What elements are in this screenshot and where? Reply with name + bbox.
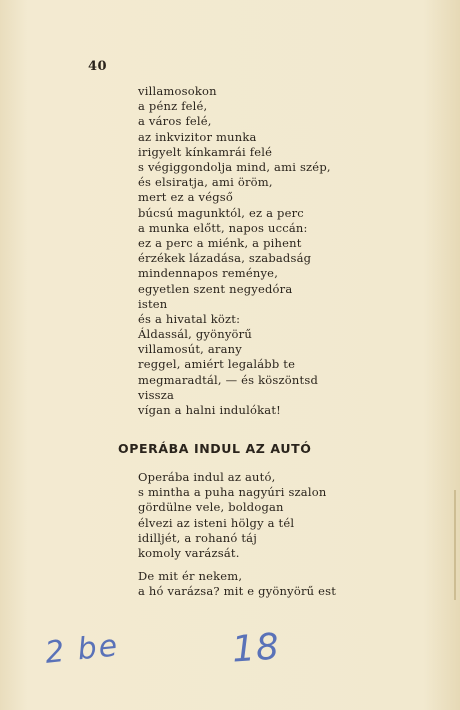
poem-line: egyetlen szent negyedóra	[138, 281, 293, 296]
poem-line: reggel, amiért legalább te	[138, 357, 296, 372]
poem-line: és elsiratja, ami öröm,	[138, 175, 273, 190]
handwritten-note-left: 2 be	[43, 628, 121, 671]
page-number: 40	[88, 59, 108, 74]
poem-line: idilljét, a rohanó táj	[138, 530, 258, 545]
poem-line: a pénz felé,	[138, 99, 208, 114]
poem-line: komoly varázsát.	[138, 546, 240, 561]
poem-line: s mintha a puha nagyúri szalon	[138, 485, 327, 500]
poem-line: vissza	[138, 387, 175, 402]
poem-line: villamosokon	[138, 84, 217, 98]
poem-line: érzékek lázadása, szabadság	[138, 251, 312, 266]
poem-line: villamosút, arany	[138, 342, 242, 357]
poem-line: mindennapos reménye,	[138, 266, 279, 281]
page-edge-mark	[454, 490, 456, 600]
poem-line: és a hivatal közt:	[138, 312, 241, 327]
poem-line: De mit ér nekem,	[138, 569, 243, 583]
poem-line: a munka előtt, napos uccán:	[138, 220, 308, 235]
poem-line: isten	[138, 296, 168, 311]
poem-line: élvezi az isteni hölgy a tél	[138, 515, 295, 530]
poem-line: vígan a halni indulókat!	[138, 403, 281, 418]
poem-line: megmaradtál, — és köszöntsd	[138, 372, 319, 387]
poem-line: az inkvizitor munka	[138, 129, 257, 144]
poem-stanza-4	[138, 569, 336, 599]
poem-line: gördülne vele, boldogan	[138, 500, 284, 515]
poem-line: a város felé,	[138, 114, 212, 129]
poem-line: s végiggondolja mind, ami szép,	[138, 160, 331, 175]
poem-stanza-1	[138, 84, 331, 327]
poem-stanza-2	[138, 327, 318, 418]
poem-line: ez a perc a miénk, a pihent	[138, 236, 302, 251]
poem-line: búcsú magunktól, ez a perc	[138, 205, 304, 220]
poem-line: Operába indul az autó,	[138, 470, 276, 484]
poem-title: OPERÁBA INDUL AZ AUTÓ	[118, 441, 312, 456]
handwritten-note-right: 18	[230, 626, 282, 671]
poem-line: Áldassál, gyönyörű	[138, 327, 252, 341]
poem-line: mert ez a végső	[138, 190, 234, 205]
poem-line: irigyelt kínkamrái felé	[138, 144, 273, 159]
poem-line: a hó varázsa? mit e gyönyörű est	[138, 584, 337, 599]
poem-stanza-3	[138, 470, 326, 561]
